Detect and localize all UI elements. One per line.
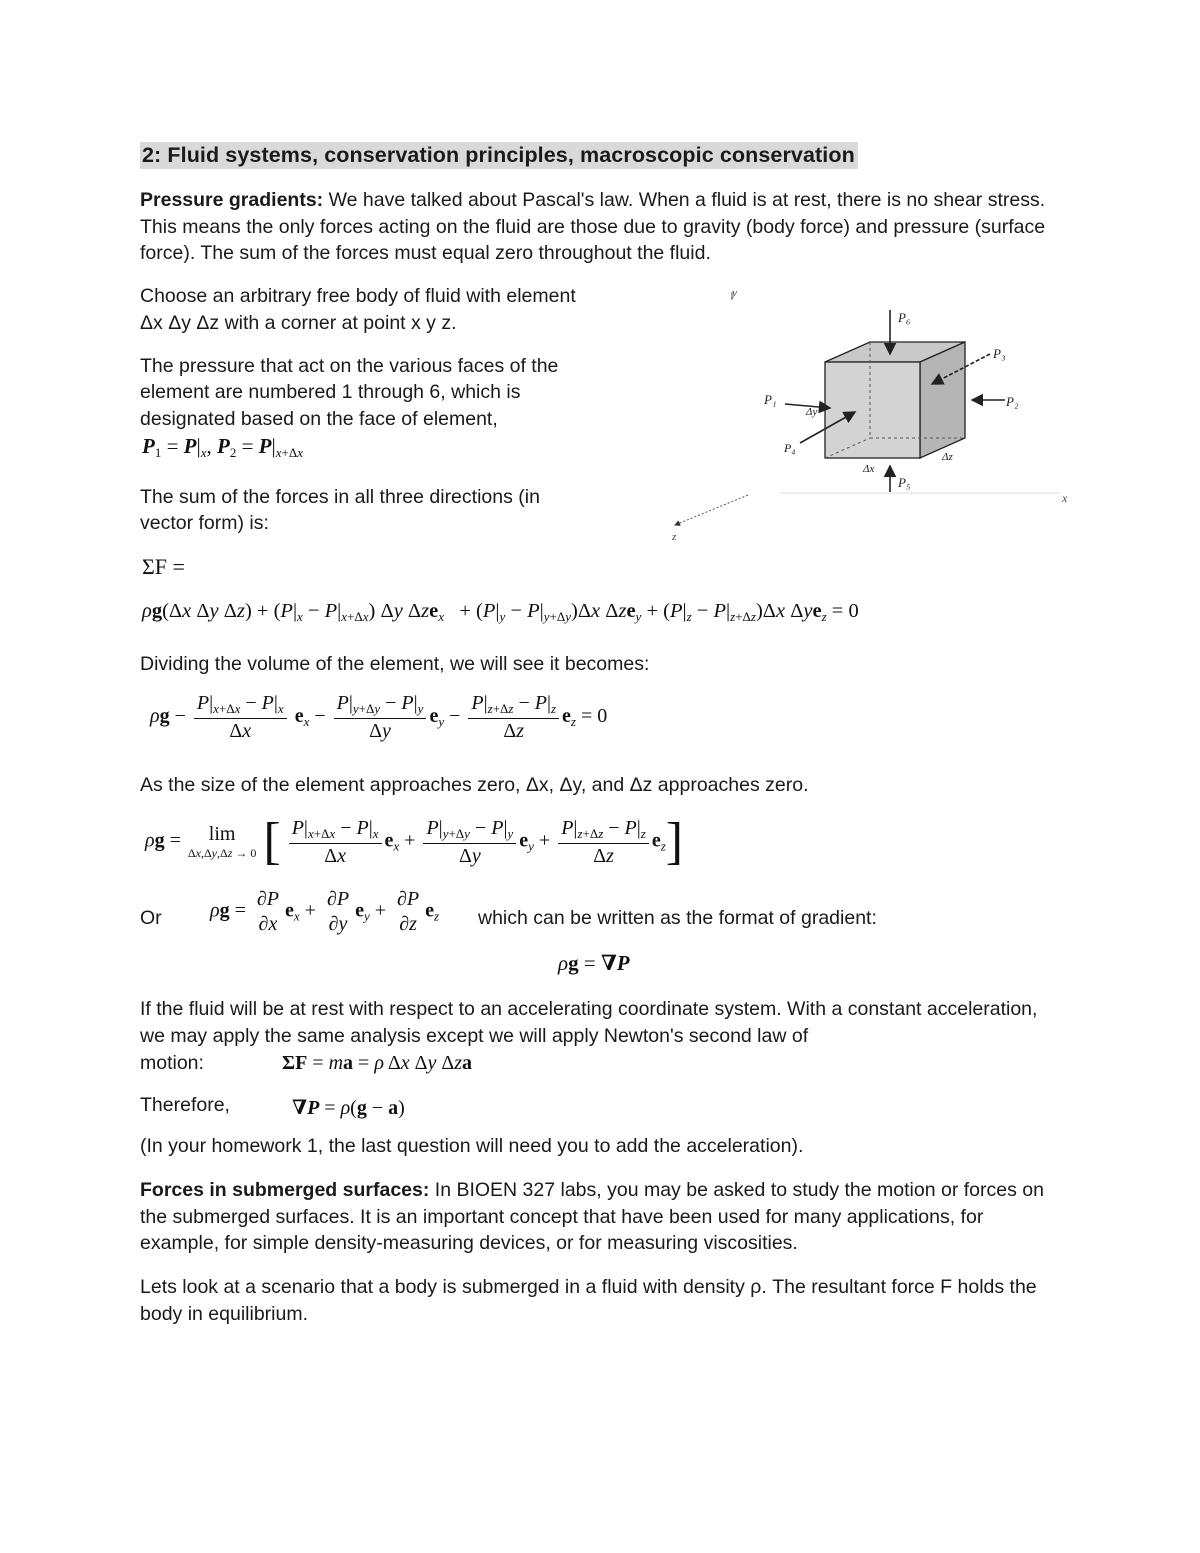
faces-line-3: designated based on the face of element, (140, 408, 498, 430)
label-dy: Δy (806, 406, 818, 418)
submerged-label: Forces in submerged surfaces: (140, 1179, 430, 1201)
label-p1: P₁ (764, 392, 777, 407)
equation-sum-f: ΣF = (142, 554, 185, 579)
label-p2: P₂ (1006, 394, 1019, 409)
scenario-paragraph: Lets look at a scenario that a body is submerged in a fluid with density ρ. The resultant force F holds the body in equilibrium. (140, 1276, 1037, 1325)
z-axis-label: z (672, 531, 677, 543)
dividing-text: Dividing the volume of the element, we will see it becomes: (140, 653, 650, 675)
z-axis (675, 495, 748, 525)
choose-line-2: Δx Δy Δz with a corner at point x y z. (140, 312, 457, 334)
sum-forces-line-2: vector form) is: (140, 512, 269, 534)
faces-line-2: element are numbered 1 through 6, which is (140, 381, 521, 403)
pressure-gradients-label: Pressure gradients: (140, 189, 324, 211)
faces-line-1: The pressure that act on the various faces of the (140, 355, 559, 377)
pressure-gradients-paragraph (140, 187, 1065, 267)
equation-gradient: ρg = ∇P (558, 951, 630, 975)
submerged-text: In BIOEN 327 labs, you may be asked to study the motion or forces on the submerged surfaces. It is an important concept that have been used for many applications, for example, for simple density-measuring devices, or for measuring viscosities. (140, 1179, 1044, 1254)
x-axis-label: x (1062, 491, 1068, 505)
label-p3: P₃ (993, 346, 1006, 361)
motion-label: motion: (140, 1052, 204, 1074)
equation-force-balance: ρg(Δx Δy $\Delta z) + (P|_x - P|_{x+\Delta x})$ Δy $\Delta ze_x + (P|_y - P|_{y+\Delta y})\Delta x$ $\Delta ze_y + (P|_z - P|_{z+\Delta z})\Delta x$ Δye$_z$ = 0 (142, 600, 859, 624)
label-p6: P₆ (898, 310, 911, 325)
label-dx: Δx (863, 463, 875, 475)
equation-therefore: ∇P = ρ(g − a) (292, 1097, 405, 1119)
equation-partial: ρg = ∂P ∂x $e_x$ + ∂P ∂y $e_y$ + ∂P ∂z $e_z$ (210, 888, 440, 935)
pressure-gradients-text: We have talked about Pascal's law. When a fluid is at rest, there is no shear stress. This means the only forces acting on the fluid are those due to gravity (body force) and pressure (surface force). The sum of the forces must equal zero throughout the fluid. (140, 189, 1046, 264)
or-label: Or (140, 907, 162, 929)
choose-line-1: Choose an arbitrary free body of fluid with element (140, 285, 576, 307)
fluid-element-diagram (660, 280, 1090, 550)
y-axis-label: y (732, 287, 737, 299)
equation-divided: ρg − $\frac{P|_{x+\Delta x} - P|_x}{\Delta x}$ $e_x$ − $\frac{P|_{y+\Delta y} - P|_y}{\Delta y}$ $e_y$ − $\frac{P|_{z+\Delta z} - P|_z}{\Delta z}$ $e_z = 0$ (150, 692, 608, 742)
equation-p1-p2: $P_1 = P|_x$, $P_2 = P|_{x+\Delta x}$ (142, 434, 303, 460)
submerged-paragraph (140, 1177, 1055, 1257)
equation-limit: ρg = lim Δx,Δy,Δz → 0 [ $\frac{P|_{x+\Delta x} - P|_x}{\Delta x}$ $e_x$ + $\frac{P|_{y+\Delta y} - P|_y}{\Delta y}$ $e_y$ + $\frac{P|_{z+\Delta z} - P|_z}{\Delta z}$ $e_z$] (145, 813, 684, 870)
gradient-text: which can be written as the format of gradient: (478, 907, 877, 929)
label-p4: P₄ (784, 441, 796, 455)
homework-note: (In your homework 1, the last question will need you to add the acceleration). (140, 1135, 804, 1157)
label-dz: Δz (942, 451, 953, 463)
section-heading: 2: Fluid systems, conservation principles, macroscopic conservation (140, 142, 858, 169)
equation-newton: ΣF = ma = ρ Δx Δy Δza (282, 1052, 473, 1074)
label-p5: P₅ (898, 475, 911, 490)
acceleration-paragraph: If the fluid will be at rest with respect to an accelerating coordinate system. With a constant acceleration, we may apply the same analysis except we will apply Newton's second law of (140, 998, 1038, 1047)
sum-forces-line-1: The sum of the forces in all three directions (in (140, 486, 540, 508)
therefore-label: Therefore, (140, 1094, 230, 1116)
cube-front-face (825, 362, 920, 458)
approaches-text: As the size of the element approaches zero, Δx, Δy, and Δz approaches zero. (140, 774, 809, 796)
cube-side-face (920, 342, 965, 458)
